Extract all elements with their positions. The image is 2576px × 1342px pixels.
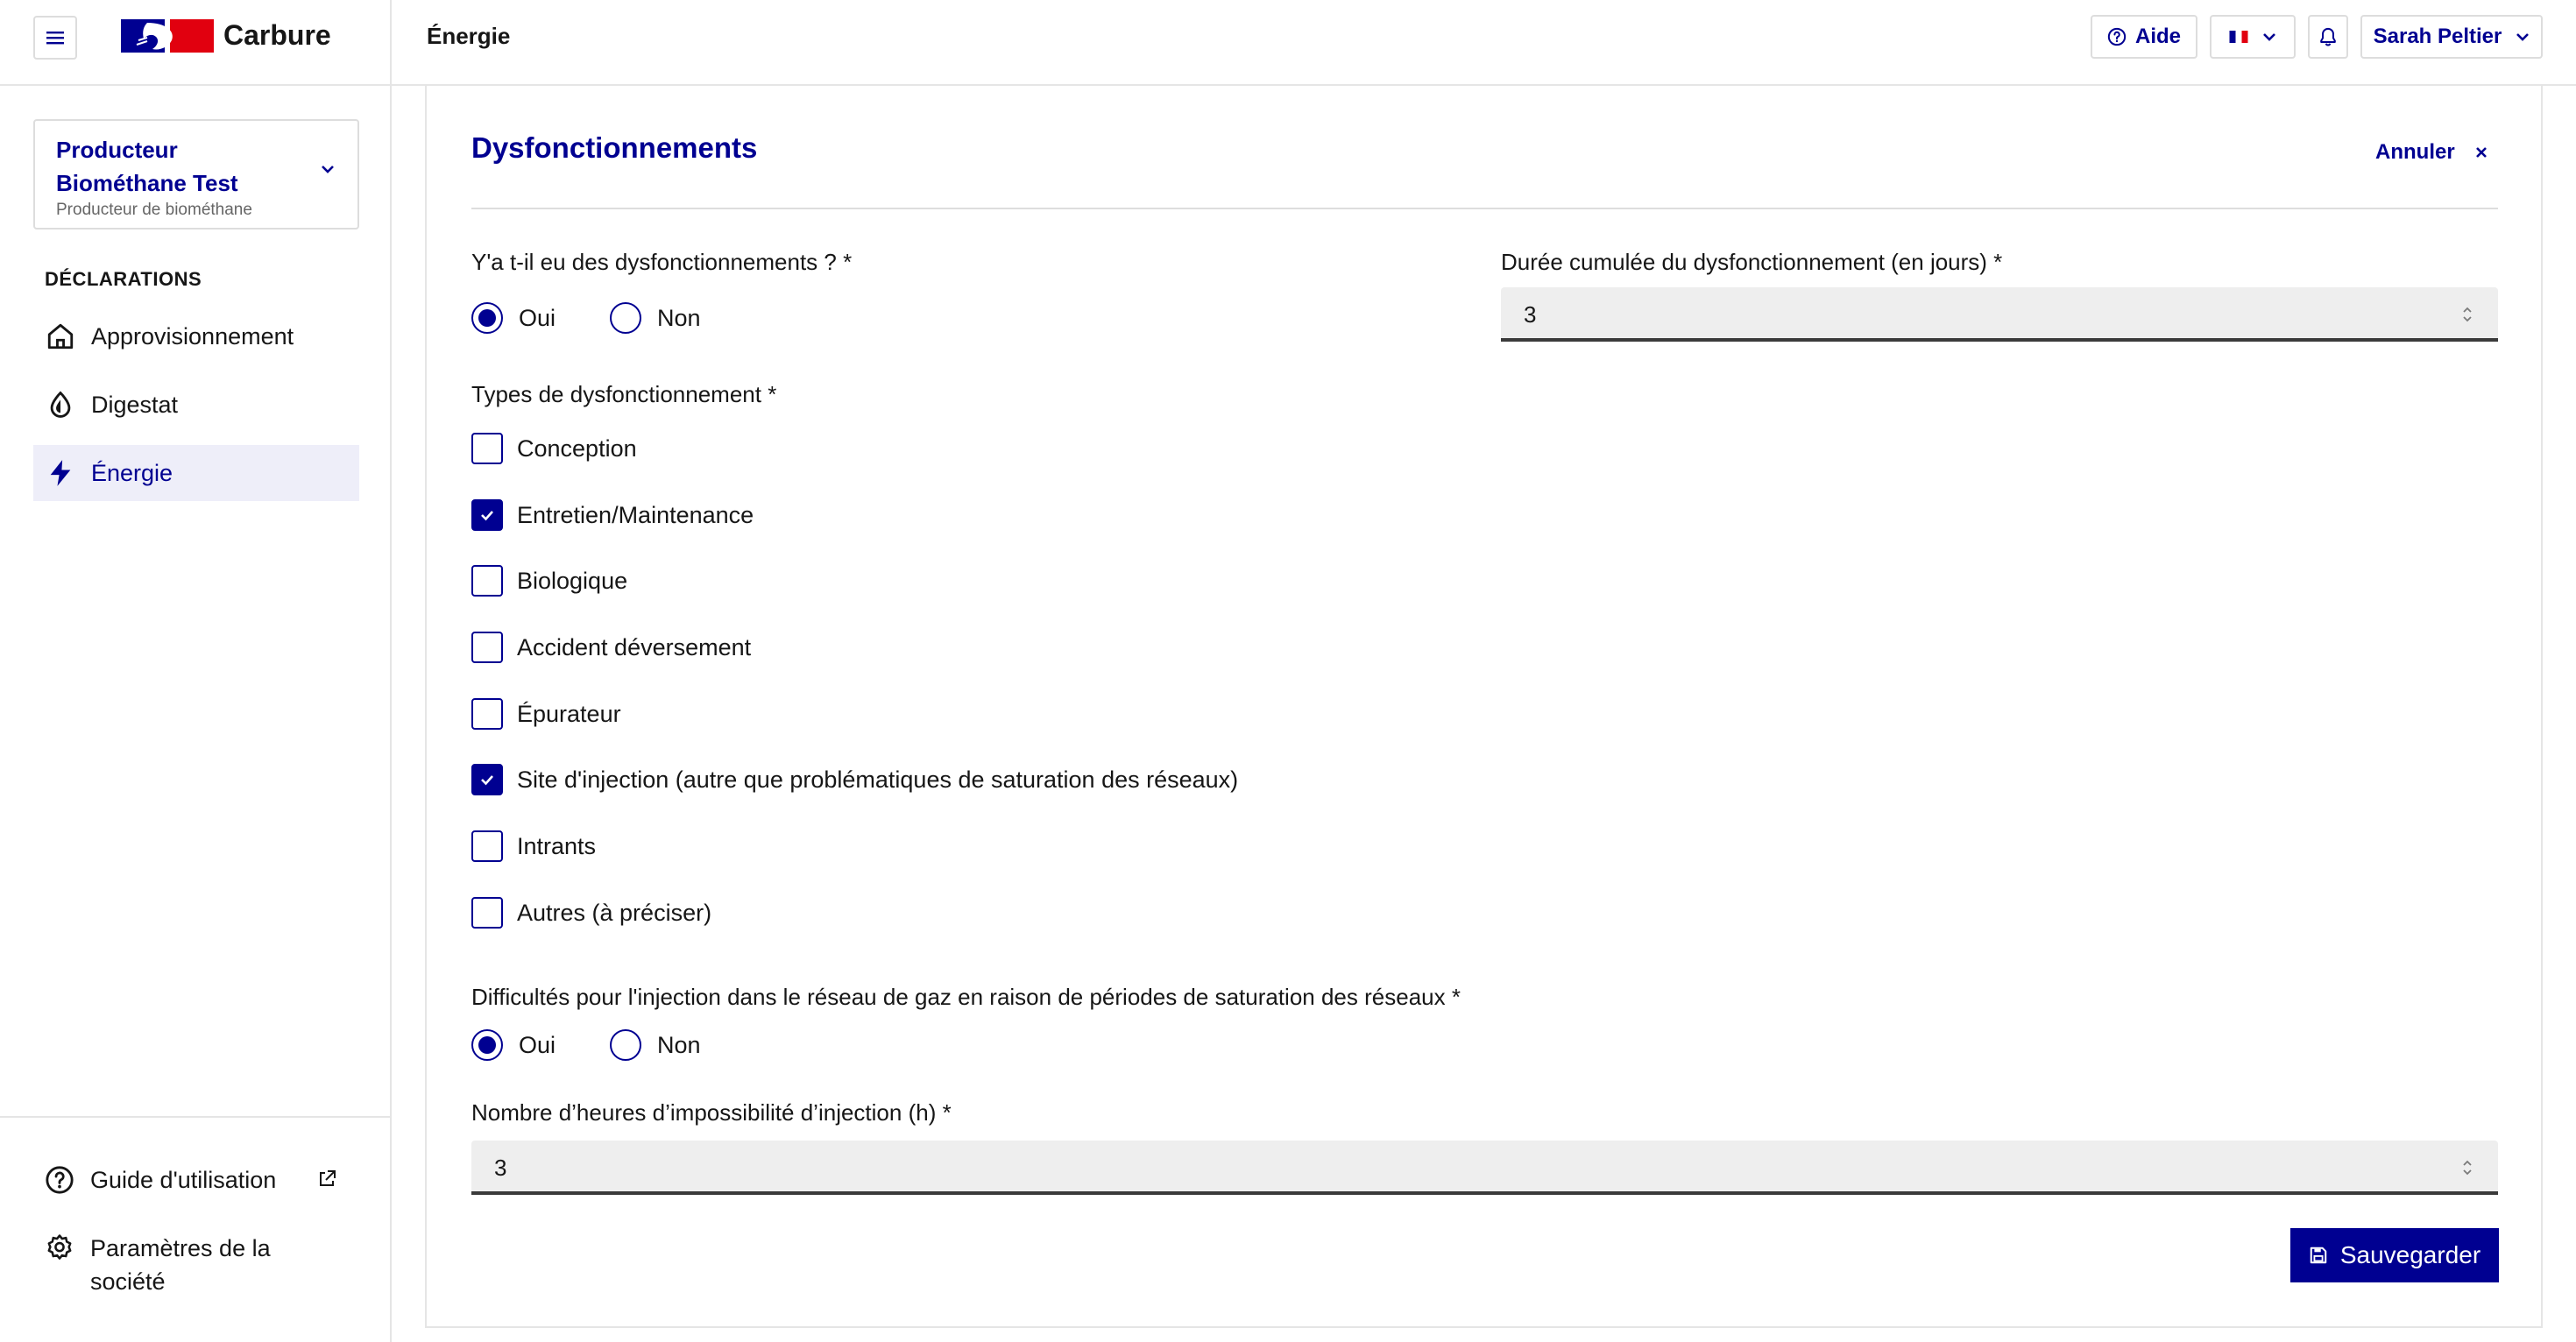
- chevron-down-icon: [2516, 32, 2530, 41]
- type-checkbox-row[interactable]: [471, 632, 751, 663]
- type-checkbox-row[interactable]: [471, 499, 754, 531]
- radio-label: Oui: [519, 1031, 556, 1058]
- radio-label: Oui: [519, 304, 556, 331]
- section-label-declarations: DÉCLARATIONS: [45, 268, 202, 290]
- checkbox-label: Conception: [517, 434, 637, 462]
- help-label: Aide: [2134, 25, 2181, 48]
- header: [0, 0, 2576, 86]
- menu-button[interactable]: [33, 16, 77, 60]
- help-button[interactable]: [2091, 15, 2197, 59]
- entity-selector[interactable]: [33, 119, 359, 230]
- type-checkbox-conception[interactable]: [471, 433, 503, 464]
- checkbox-label: Site d'injection (autre que problématiques de saturation des réseaux): [517, 766, 1239, 793]
- menu-icon: [46, 31, 64, 45]
- malfunction-radio-group: [471, 302, 701, 334]
- saturation-no-radio[interactable]: [610, 1029, 641, 1061]
- radio-label: Non: [657, 1031, 701, 1058]
- guide-label: Guide d'utilisation: [90, 1167, 277, 1193]
- types-label: Types de dysfonctionnement *: [471, 381, 777, 407]
- external-link-icon: [316, 1169, 337, 1190]
- drop-icon: [46, 390, 75, 420]
- type-checkbox-entretien[interactable]: [471, 499, 503, 531]
- company-settings-link[interactable]: [45, 1232, 271, 1298]
- check-icon: [478, 771, 496, 788]
- checkbox-label: Intrants: [517, 832, 597, 859]
- save-icon: [2309, 1246, 2328, 1265]
- sidebar: [0, 86, 392, 1342]
- malfunction-yes-radio[interactable]: [471, 302, 503, 334]
- duration-label: Durée cumulée du dysfonctionnement (en jours) *: [1501, 249, 2003, 275]
- duration-input[interactable]: [1501, 287, 2498, 342]
- saturation-yes-radio[interactable]: [471, 1029, 503, 1061]
- title-divider: [471, 208, 2498, 209]
- malfunction-no-radio[interactable]: [610, 302, 641, 334]
- hours-input[interactable]: [471, 1141, 2498, 1195]
- save-label: Sauvegarder: [2339, 1241, 2481, 1268]
- type-checkbox-row[interactable]: [471, 897, 711, 929]
- sidebar-item-label: Digestat: [91, 391, 179, 418]
- type-checkbox-autres[interactable]: [471, 897, 503, 929]
- bell-icon: [2318, 26, 2338, 47]
- chevron-down-icon: [321, 165, 335, 173]
- type-checkbox-row[interactable]: [471, 565, 627, 597]
- saturation-radio-group: [471, 1029, 701, 1061]
- type-checkbox-accident[interactable]: [471, 632, 503, 663]
- republic-logo[interactable]: [121, 19, 214, 53]
- user-name: Sarah Peltier: [2373, 25, 2502, 48]
- type-checkbox-epurateur[interactable]: [471, 698, 503, 730]
- type-checkbox-row[interactable]: [471, 764, 1238, 795]
- sidebar-item-label: Approvisionnement: [91, 322, 294, 350]
- form-title: Dysfonctionnements: [471, 131, 758, 164]
- guide-link[interactable]: [45, 1163, 337, 1197]
- checkbox-label: Autres (à préciser): [517, 899, 712, 926]
- sidebar-item-digestat[interactable]: [33, 377, 359, 433]
- checkbox-label: Biologique: [517, 567, 628, 594]
- language-selector[interactable]: [2210, 15, 2296, 59]
- type-checkbox-row[interactable]: [471, 698, 621, 730]
- header-brand: [0, 0, 392, 86]
- sidebar-item-label: Énergie: [91, 459, 173, 486]
- type-checkbox-row[interactable]: [471, 433, 637, 464]
- radio-label: Non: [657, 304, 701, 331]
- entity-type: Producteur de biométhane: [56, 201, 252, 219]
- type-checkbox-intrants[interactable]: [471, 830, 503, 862]
- entity-name: Producteur Biométhane Test: [56, 137, 238, 196]
- french-flag-icon: [2229, 31, 2248, 43]
- hours-label: Nombre d’heures d’impossibilité d’injection (h) *: [471, 1099, 952, 1126]
- duration-value: 3: [1524, 301, 1537, 328]
- notifications-button[interactable]: [2308, 15, 2348, 59]
- hours-value: 3: [494, 1155, 507, 1181]
- settings-label-line2: société: [90, 1268, 166, 1295]
- sidebar-divider: [0, 1116, 390, 1118]
- type-checkbox-biologique[interactable]: [471, 565, 503, 597]
- saturation-question: Difficultés pour l'injection dans le réseau de gaz en raison de périodes de saturation des réseaux *: [471, 984, 1461, 1010]
- check-icon: [478, 506, 496, 524]
- page-title: Énergie: [427, 23, 511, 49]
- settings-label-line1: Paramètres de la: [90, 1235, 271, 1261]
- checkbox-label: Épurateur: [517, 700, 621, 727]
- app-name[interactable]: Carbure: [223, 19, 331, 51]
- lightning-icon: [46, 458, 75, 488]
- cancel-label: Annuler: [2375, 140, 2455, 164]
- question-circle-icon: [45, 1165, 74, 1195]
- checkbox-label: Accident déversement: [517, 633, 752, 660]
- spinner-arrows-icon[interactable]: [2461, 1158, 2473, 1177]
- question-circle-icon: [2107, 27, 2127, 46]
- type-checkbox-site-injection[interactable]: [471, 764, 503, 795]
- checkbox-label: Entretien/Maintenance: [517, 501, 754, 528]
- sidebar-item-energie[interactable]: [33, 445, 359, 501]
- cancel-button[interactable]: [2375, 140, 2488, 165]
- home-icon: [46, 321, 75, 351]
- type-checkbox-row[interactable]: [471, 830, 596, 862]
- malfunction-question: Y'a t-il eu des dysfonctionnements ? *: [471, 249, 853, 275]
- save-button[interactable]: [2290, 1228, 2499, 1282]
- close-icon: [2474, 145, 2488, 159]
- spinner-arrows-icon[interactable]: [2461, 305, 2473, 324]
- gear-icon: [45, 1233, 74, 1263]
- sidebar-item-approvisionnement[interactable]: [33, 308, 359, 364]
- chevron-down-icon: [2262, 32, 2276, 41]
- user-menu[interactable]: [2360, 15, 2543, 59]
